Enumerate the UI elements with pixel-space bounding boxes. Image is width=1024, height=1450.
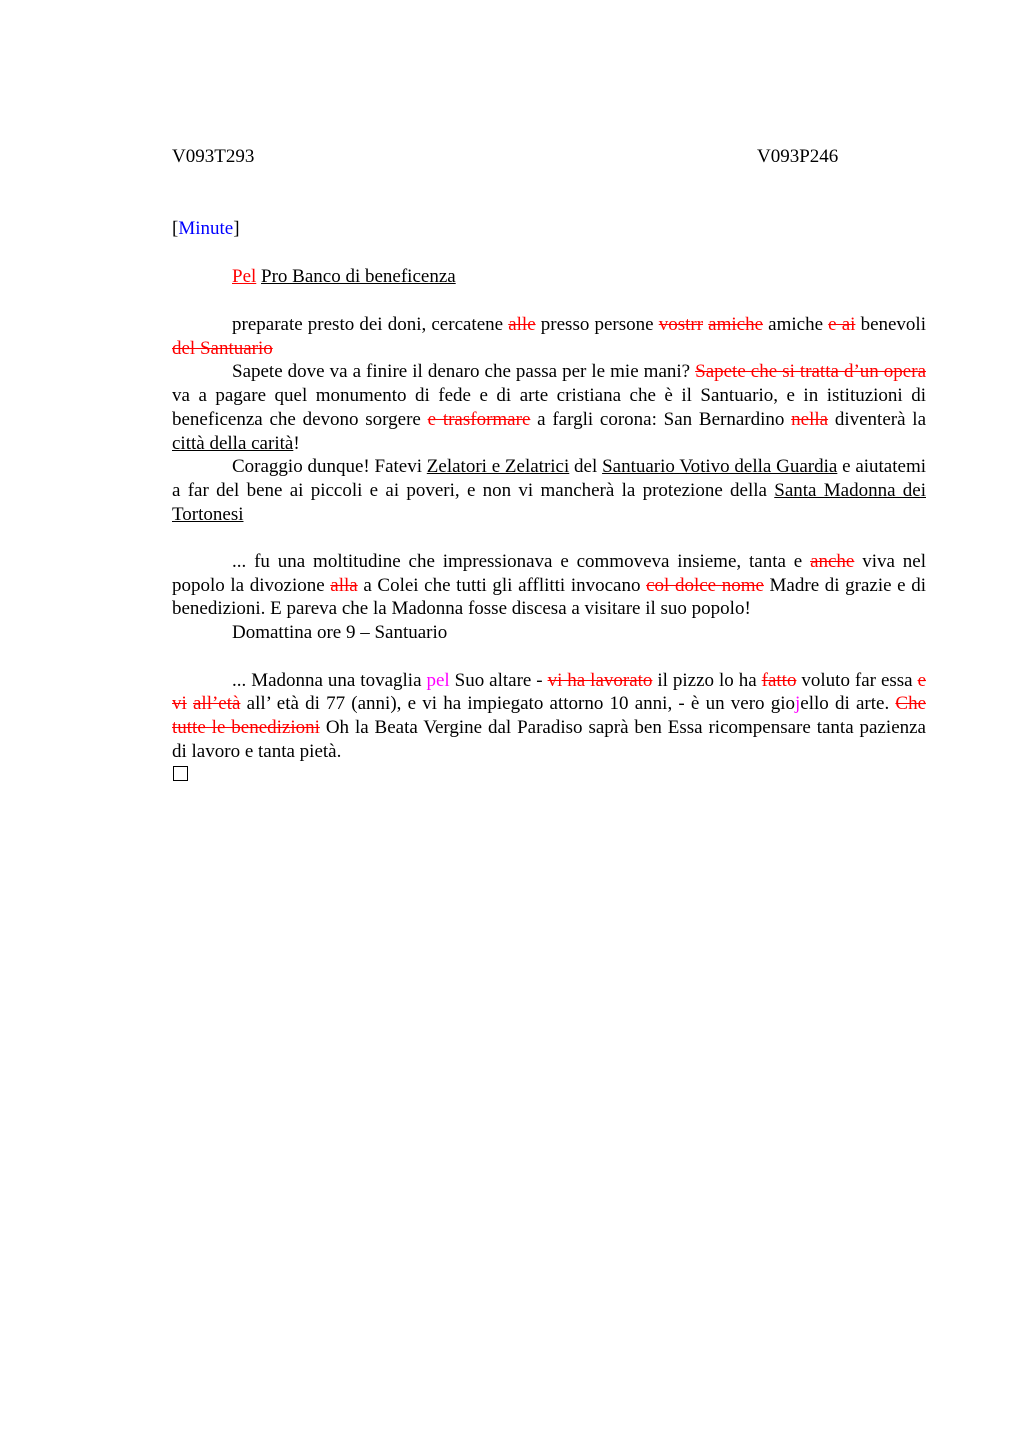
text-span: Madre di grazie e di benedizioni. E pareva che la Madonna fosse discesa a visitare il suo popolo! — [172, 574, 927, 620]
section-label — [172, 218, 240, 240]
paragraph-tablecloth — [172, 669, 926, 764]
paragraph-multitude — [172, 550, 926, 621]
section-close-bracket: ] — [233, 218, 240, 239]
deleted-text: all’età — [192, 693, 241, 715]
text-span: Domattina ore 9 – Santuario — [232, 622, 448, 644]
text-span: ... Madonna una tovaglia — [232, 669, 427, 691]
text-span: diventerà la — [828, 408, 926, 430]
end-box-icon — [173, 766, 188, 781]
paragraph-appointment — [172, 621, 926, 645]
deleted-text: vi ha lavorato — [547, 669, 653, 691]
title-deleted-word: Pel — [232, 266, 257, 287]
reference-header — [172, 146, 926, 170]
deleted-text: amiche — [708, 314, 764, 335]
paragraph-money — [172, 360, 926, 455]
text-span: amiche — [763, 314, 829, 335]
title-text: Pro Banco di beneficenza — [261, 266, 456, 287]
deleted-text: anche — [810, 551, 855, 573]
document-title — [232, 266, 456, 288]
text-span: presso persone — [535, 314, 659, 335]
end-marker-line — [172, 763, 926, 787]
deleted-text: nella — [791, 408, 829, 430]
deleted-text: Che tutte le benedizioni — [172, 693, 926, 738]
document-id-right: V093P246 — [757, 146, 839, 167]
text-span: e aiutatemi a far del bene ai piccoli e ai poveri, e non vi mancherà la protezione della — [172, 456, 927, 501]
inserted-text: j — [795, 693, 801, 715]
text-span: il pizzo lo ha — [652, 669, 762, 691]
text-span: benevoli — [855, 314, 926, 335]
underlined-text: Zelatori e Zelatrici — [426, 456, 570, 478]
text-span: all’ età di 77 (anni), e vi ha impiegato attorno 10 anni, - è un vero gio — [240, 693, 796, 715]
deleted-text: e trasformare — [427, 408, 531, 430]
text-span: voluto far essa — [796, 669, 918, 691]
underlined-text: città della carità — [172, 432, 294, 454]
text-span: del — [569, 456, 603, 478]
text-span: Coraggio dunque! Fatevi — [232, 456, 427, 478]
text-span: Oh la Beata Vergine dal Paradiso saprà ben Essa ricompensare tanta pazienza di lavoro e tanta pietà. — [172, 716, 926, 762]
paragraph-courage — [172, 455, 926, 526]
deleted-text: e ai — [828, 314, 856, 335]
text-span: ... fu una moltitudine che impressionava e commoveva insieme, tanta e — [232, 551, 811, 573]
deleted-text: col dolce nome — [646, 574, 764, 596]
section-open-bracket: [ — [172, 218, 179, 239]
deleted-text: alle — [508, 314, 536, 335]
text-span: Sapete dove va a finire il denaro che passa per le mie mani? — [232, 361, 696, 383]
deleted-text: Sapete che si tratta d’un opera — [695, 361, 927, 383]
text-span: a Colei che tutti gli afflitti invocano — [357, 574, 647, 596]
text-span: a fargli corona: San Bernardino — [530, 408, 792, 430]
text-span: ello di arte. — [800, 693, 896, 715]
body-text — [172, 313, 926, 787]
text-span: Suo altare - — [449, 669, 548, 691]
underlined-text: Santa Madonna dei Tortonesi — [172, 479, 926, 525]
text-span: preparate presto dei doni, cercatene — [232, 314, 509, 335]
text-span: ! — [293, 432, 300, 454]
deleted-text: e vi — [172, 669, 926, 715]
paragraph-donations — [172, 313, 926, 360]
underlined-text: Santuario Votivo della Guardia — [602, 456, 838, 478]
deleted-text: fatto — [761, 669, 797, 691]
document-id-left: V093T293 — [172, 146, 255, 167]
deleted-text: vostrr — [658, 314, 704, 335]
text-span: va a pagare quel monumento di fede e di arte cristiana che è il Santuario, e in istituzioni di beneficenza che devono sorgere — [172, 385, 926, 430]
text-span: viva nel popolo la divozione — [172, 551, 926, 596]
deleted-text: del Santuario — [172, 337, 273, 359]
deleted-text: alla — [330, 574, 358, 596]
inserted-text: pel — [426, 669, 450, 691]
section-label-text: Minute — [178, 218, 234, 239]
